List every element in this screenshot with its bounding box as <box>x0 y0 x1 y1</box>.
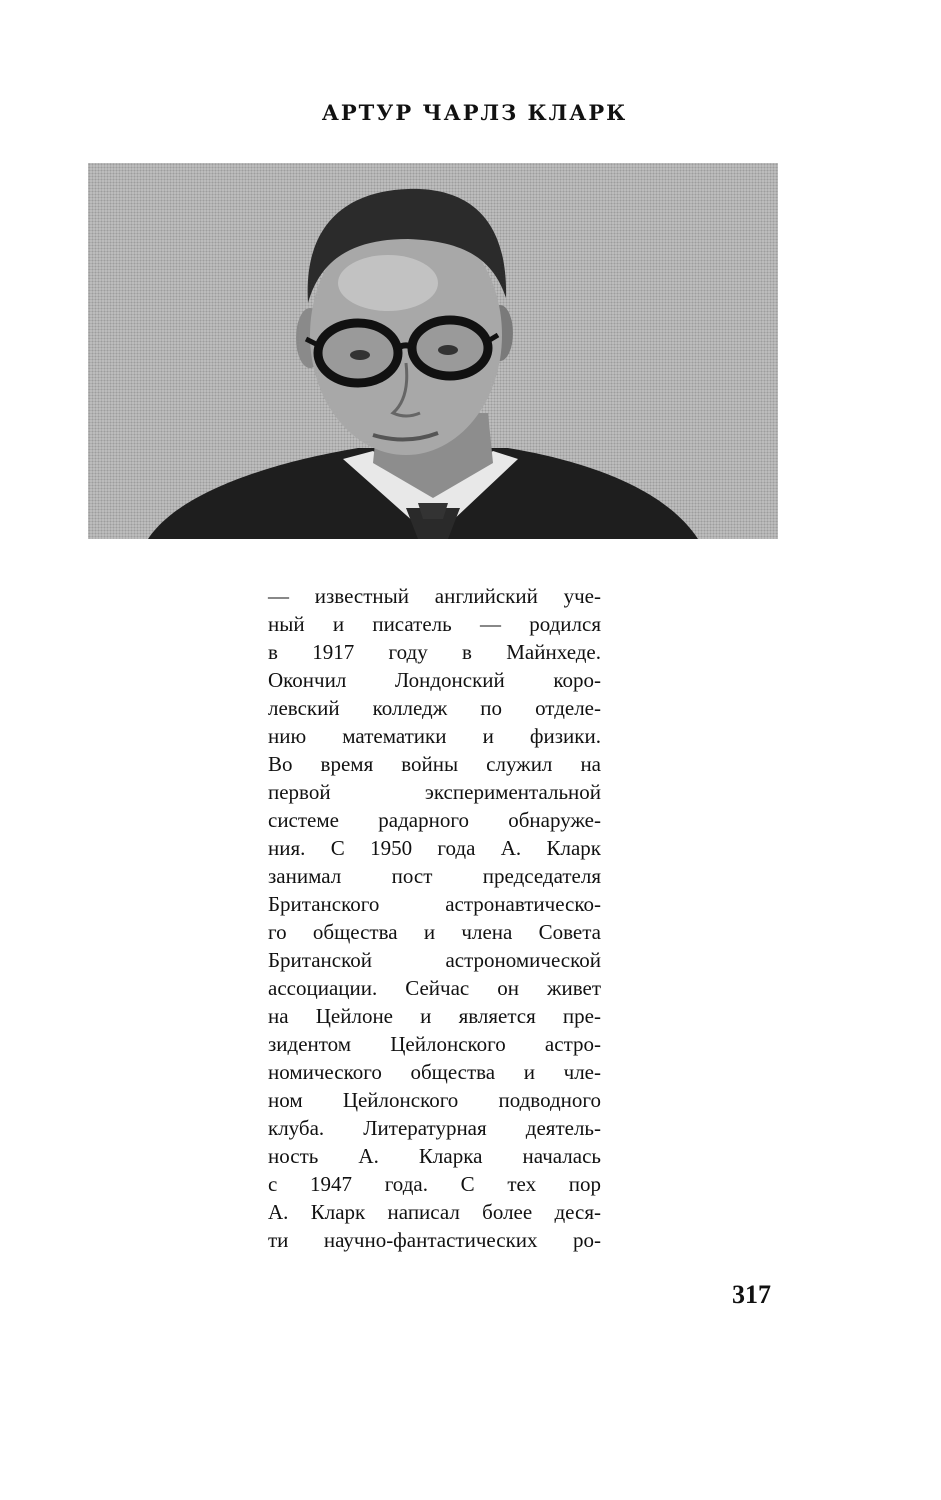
text-line: системе радарного обнаруже- <box>268 808 601 832</box>
text-line: в 1917 году в Майнхеде. <box>268 640 601 664</box>
page-number: 317 <box>732 1280 771 1309</box>
text-line: ния. С 1950 года А. Кларк <box>268 836 601 860</box>
text-line: на Цейлоне и является пре- <box>268 1004 601 1028</box>
text-line: ность А. Кларка началась <box>268 1144 601 1168</box>
text-line: А. Кларк написал более деся- <box>268 1200 601 1224</box>
text-line: го общества и члена Совета <box>268 920 601 944</box>
text-line: зидентом Цейлонского астро- <box>268 1032 601 1056</box>
text-line: нию математики и физики. <box>268 724 601 748</box>
author-name: АРТУР ЧАРЛЗ КЛАРК <box>321 100 628 125</box>
text-line: ти научно-фантастических ро- <box>268 1228 601 1252</box>
text-line: Британской астрономической <box>268 948 601 972</box>
page-header <box>0 100 941 125</box>
text-line: ассоциации. Сейчас он живет <box>268 976 601 1000</box>
biography-text <box>268 582 601 1254</box>
text-line: Окончил Лондонский коро- <box>268 668 601 692</box>
text-line: клуба. Литературная деятель- <box>268 1116 601 1140</box>
portrait-photo-icon <box>88 163 778 539</box>
text-line: Британского астронавтическо- <box>268 892 601 916</box>
text-line: с 1947 года. С тех пор <box>268 1172 601 1196</box>
text-line: — известный английский уче- <box>268 584 601 608</box>
text-line: ном Цейлонского подводного <box>268 1088 601 1112</box>
text-line: первой экспериментальной <box>268 780 601 804</box>
text-line: ный и писатель — родился <box>268 612 601 636</box>
text-line: номического общества и чле- <box>268 1060 601 1084</box>
author-portrait <box>88 163 778 539</box>
text-line: Во время войны служил на <box>268 752 601 776</box>
text-line: занимал пост председателя <box>268 864 601 888</box>
text-line: левский колледж по отделе- <box>268 696 601 720</box>
